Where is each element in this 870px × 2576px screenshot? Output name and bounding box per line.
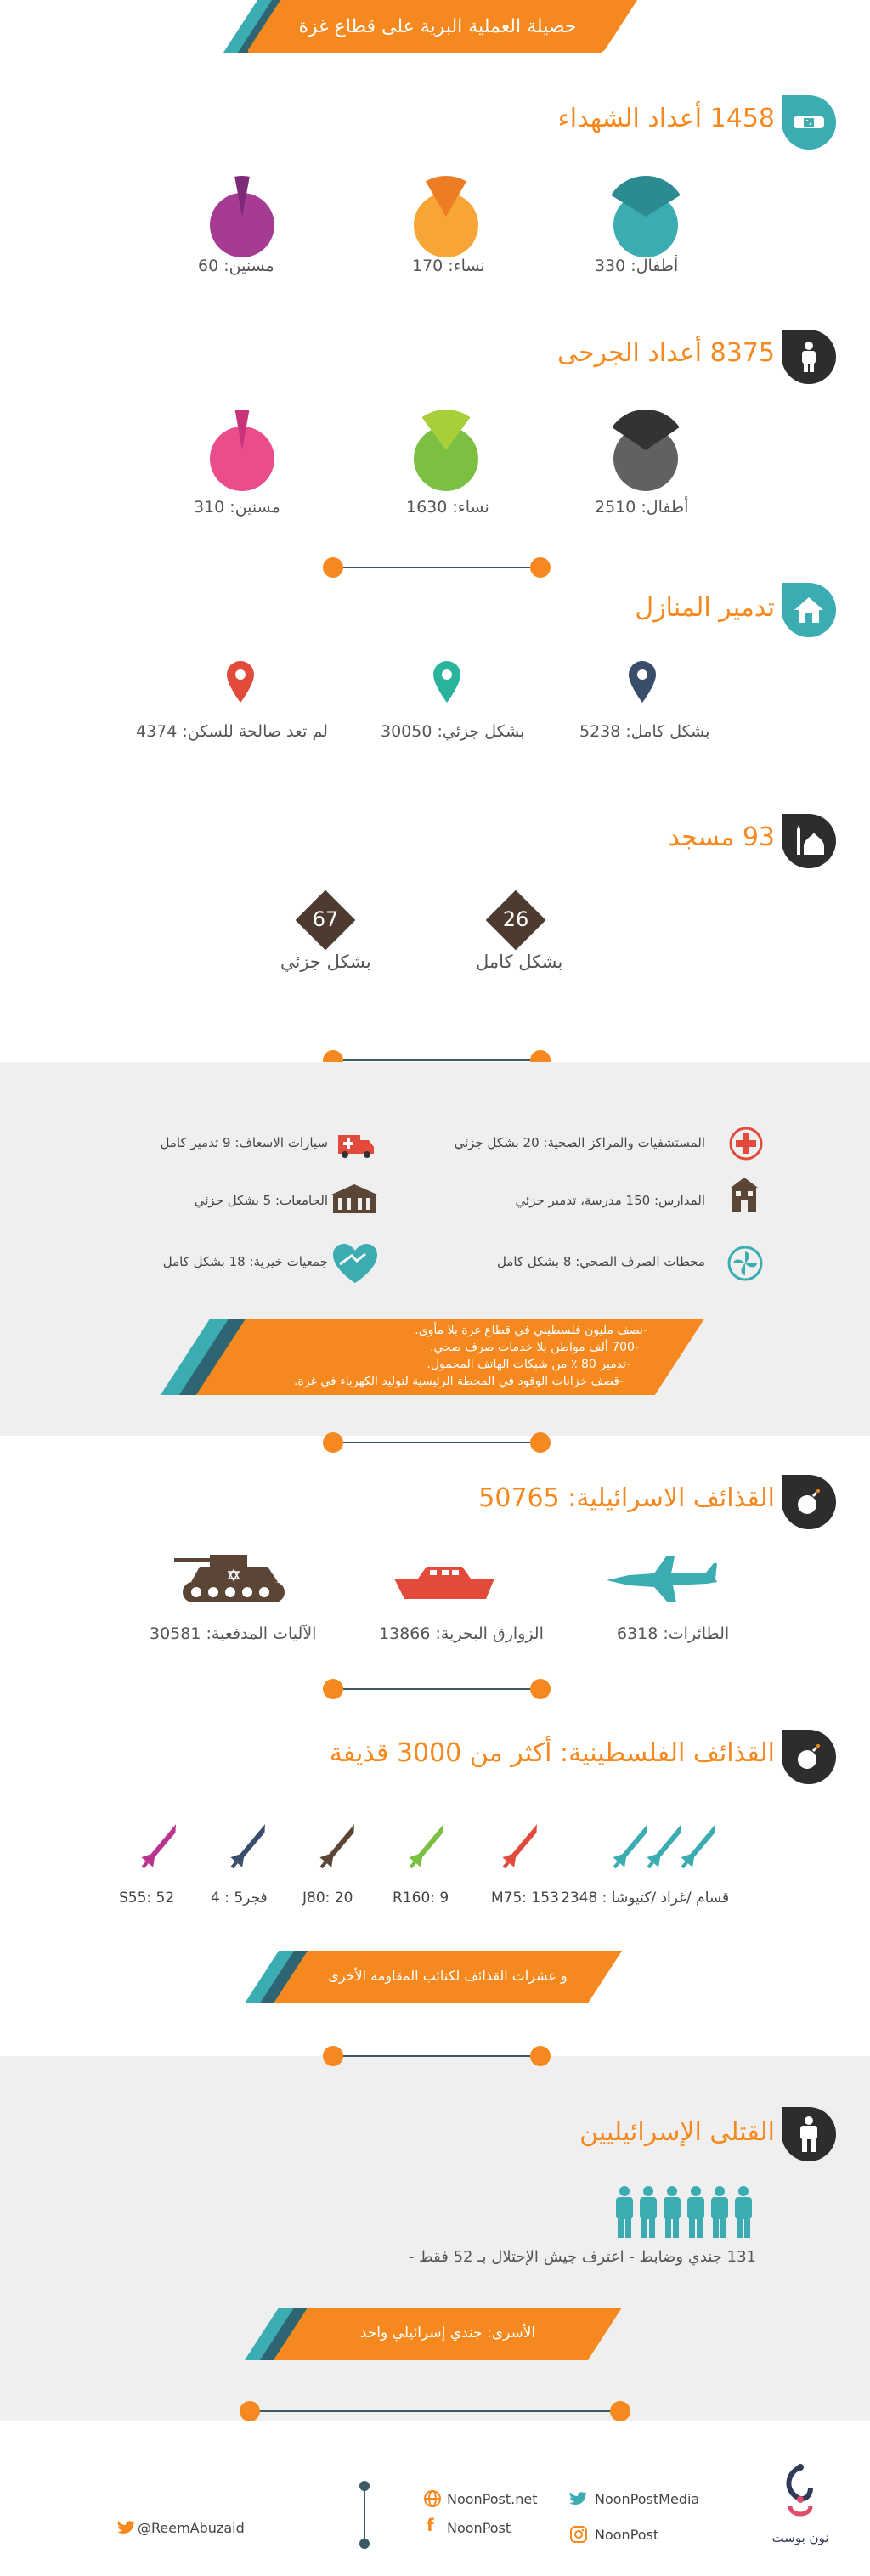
israeli-shells-title: القذائف الاسرائيلية: 50765 — [478, 1483, 775, 1513]
footer-divider-top-dot — [359, 2481, 370, 2491]
martyrs-title: 1458 أعداد الشهداء — [557, 104, 775, 133]
martyrs-label-elderly: مسنين: 60 — [198, 257, 274, 275]
separator — [323, 2046, 551, 2066]
separator — [240, 2401, 630, 2421]
separator — [323, 1679, 551, 1699]
boat-icon — [393, 1562, 496, 1601]
home-pin-full-icon — [627, 659, 658, 703]
footer-link-website[interactable]: NoonPost.net — [447, 2491, 538, 2507]
tank-icon — [174, 1548, 293, 1604]
homes-label-partial: بشكل جزئي: 30050 — [381, 722, 525, 741]
footer-divider-bottom-dot — [359, 2539, 370, 2549]
mosques-full-number: 26 — [502, 907, 529, 931]
ambulance-icon — [336, 1130, 376, 1159]
infra-note-2: -700 ألف مواطن بلا خدمات صرف صحي. — [430, 1341, 639, 1354]
homes-title: تدمير المنازل — [635, 593, 775, 623]
soldier-icon — [782, 2107, 836, 2161]
mosques-full-label: بشكل كامل — [476, 952, 563, 972]
martyrs-label-women: نساء: 170 — [412, 257, 485, 275]
israeli-shells-aircraft: الطائرات: 6318 — [617, 1624, 730, 1643]
footer-author[interactable]: @ReemAbuzaid — [138, 2520, 245, 2536]
rocket-2-0 — [404, 1821, 451, 1873]
wounded-title: 8375 أعداد الجرحى — [556, 338, 775, 368]
wounded-label-elderly: مسنين: 310 — [194, 498, 280, 517]
instagram-icon[interactable] — [569, 2525, 588, 2544]
infra-note-1: -نصف مليون فلسطيني في قطاع غزة بلا مأوى. — [415, 1324, 647, 1337]
injured-person-icon — [782, 330, 836, 384]
separator — [323, 1432, 551, 1453]
home-pin-uninhabitable-icon — [225, 659, 256, 703]
infra-ambulances: سيارات الاسعاف: 9 تدمير كامل — [160, 1135, 328, 1150]
prisoners-text: الأسرى: جندي إسرائيلي واحد — [359, 2325, 536, 2342]
rocket-label-r160: R160: 9 — [393, 1890, 449, 1907]
page-title: حصيلة العملية البرية على قطاع غزة — [298, 16, 577, 37]
twitter-icon[interactable] — [569, 2491, 588, 2508]
homes-label-full: بشكل كامل: 5238 — [579, 722, 710, 741]
infra-hospitals: المستشفيات والمراكز الصحية: 20 بشكل جزئي — [454, 1135, 705, 1150]
rocket-label-s55: S55: 52 — [119, 1890, 175, 1907]
palestinian-shells-note: و عشرات القذائف لكتائب المقاومة الأخرى — [328, 1968, 568, 1984]
bomb-icon — [782, 1475, 836, 1529]
israeli-dead-title: القتلى الإسرائيليين — [579, 2117, 775, 2147]
mosques-partial-label: بشكل جزئي — [280, 952, 371, 972]
fan-icon — [727, 1246, 763, 1281]
footer-brand: نون بوست — [771, 2530, 829, 2545]
footer-link-facebook[interactable]: NoonPost — [447, 2520, 511, 2536]
soldiers-row-icon — [613, 2185, 760, 2240]
footer-divider — [364, 2484, 365, 2544]
rocket-4-0 — [226, 1821, 273, 1873]
soldier-figure-1 — [640, 2186, 657, 2238]
house-icon — [782, 583, 836, 637]
bomb-icon — [782, 1730, 836, 1784]
rocket-label-qassam: قسام /غراد /كتيوشا : 2348 — [561, 1890, 730, 1907]
infra-charities: جمعيات خيرية: 18 بشكل كامل — [162, 1254, 328, 1269]
rocket-label-m75: M75: 153 — [491, 1890, 559, 1907]
infra-note-4: -قصف خزانات الوقود في المحطة الرئيسية لتوليد الكهرباء في غزة. — [293, 1375, 624, 1388]
soldier-figure-2 — [664, 2186, 681, 2238]
fighter-jet-icon — [605, 1553, 719, 1606]
rocket-0-1 — [642, 1821, 689, 1873]
twitter-icon[interactable] — [117, 2520, 136, 2537]
home-pin-partial-icon — [432, 659, 462, 703]
soldier-figure-5 — [735, 2186, 752, 2238]
infra-universities: الجامعات: 5 بشكل جزئي — [194, 1193, 328, 1208]
soldier-figure-3 — [687, 2186, 704, 2238]
rockets-chart — [0, 1813, 870, 1873]
israeli-shells-boats: الزوارق البحرية: 13866 — [379, 1624, 544, 1643]
university-icon — [330, 1183, 379, 1215]
rocket-5-0 — [137, 1821, 184, 1873]
medical-cross-icon — [729, 1127, 763, 1161]
rocket-label-j80: J80: 20 — [302, 1890, 353, 1907]
rocket-3-0 — [315, 1821, 362, 1873]
rocket-1-0 — [498, 1821, 545, 1873]
school-icon — [726, 1176, 763, 1213]
wounded-label-women: نساء: 1630 — [406, 498, 489, 517]
palestinian-shells-title: القذائف الفلسطينية: أكثر من 3000 قذيفة — [329, 1738, 775, 1768]
facebook-icon[interactable]: f — [427, 2515, 434, 2535]
mosques-title: 93 مسجد — [668, 822, 775, 852]
footer-link-instagram[interactable]: NoonPost — [595, 2527, 659, 2543]
martyrs-pie-chart — [0, 161, 870, 297]
bandage-icon — [782, 95, 836, 150]
homes-label-uninhabitable: لم تعد صالحة للسكن: 4374 — [136, 722, 328, 741]
infra-schools: المدارس: 150 مدرسة، تدمير جزئي — [515, 1193, 705, 1208]
rocket-0-2 — [676, 1821, 723, 1873]
noonpost-logo-icon — [777, 2464, 824, 2525]
soldier-figure-0 — [616, 2186, 633, 2238]
infra-note-3: -تدمير 80 ٪ من شبكات الهاتف المحمول. — [427, 1358, 630, 1371]
footer-link-twitter[interactable]: NoonPostMedia — [595, 2491, 700, 2507]
israeli-dead-count: 131 جندي وضابط - اعترف جيش الإحتلال بـ 52 فقط - — [408, 2248, 756, 2266]
mosque-icon — [782, 814, 836, 868]
separator — [323, 557, 551, 578]
infra-sewage: محطات الصرف الصحي: 8 بشكل كامل — [497, 1254, 705, 1269]
israeli-shells-artillery: الآليات المدفعية: 30581 — [150, 1624, 317, 1643]
mosques-partial-number: 67 — [312, 907, 339, 931]
wounded-label-children: أطفال: 2510 — [595, 498, 689, 517]
rocket-0-0 — [608, 1821, 655, 1873]
martyrs-label-children: أطفال: 330 — [595, 257, 679, 275]
heart-hands-icon — [331, 1242, 379, 1285]
soldier-figure-4 — [711, 2186, 728, 2238]
rocket-label-fajr5: فجر5 : 4 — [211, 1890, 268, 1907]
globe-icon[interactable] — [423, 2489, 442, 2508]
